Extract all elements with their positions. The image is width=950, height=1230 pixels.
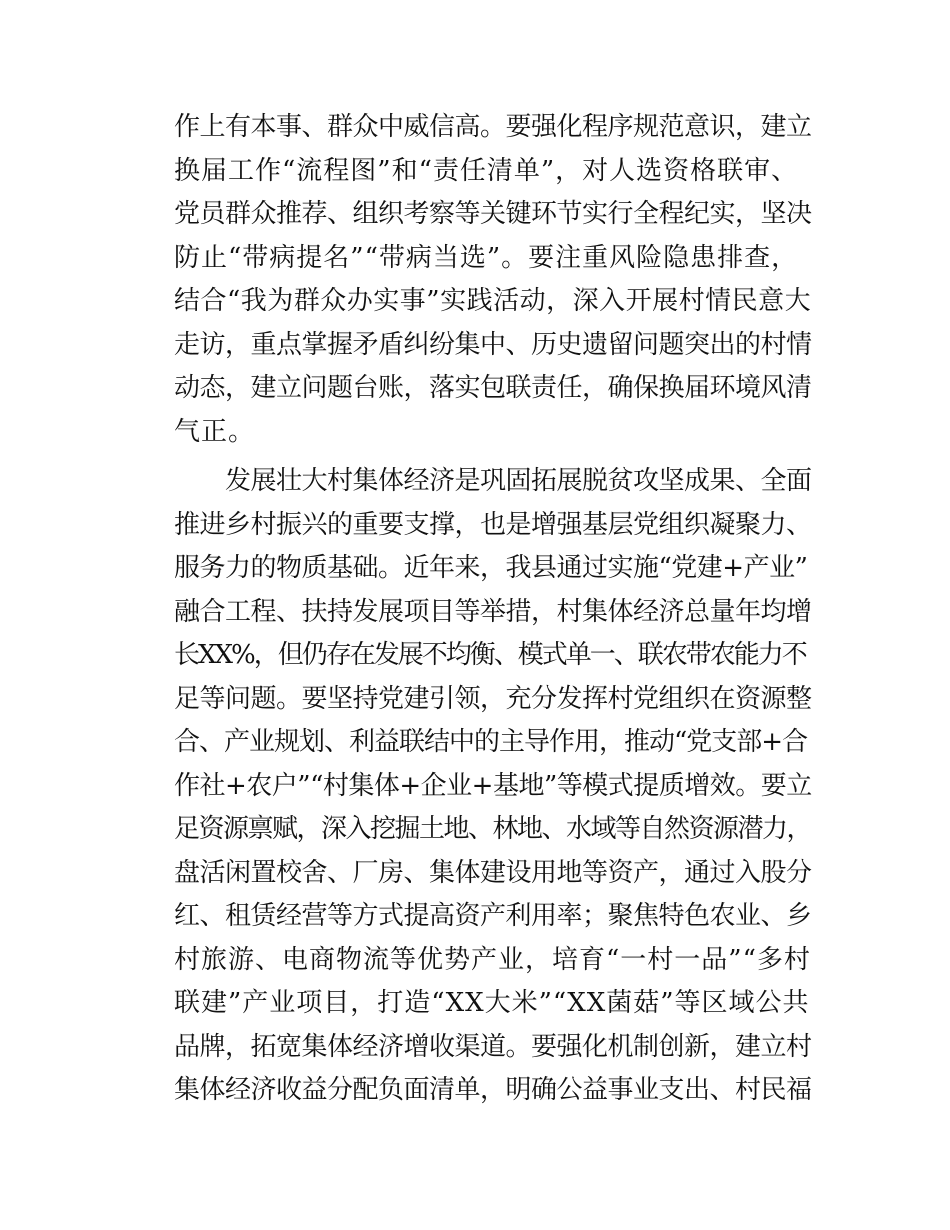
paragraph-line: 品牌，拓宽集体经济增收渠道。要强化机制创新，建立村 xyxy=(174,1031,812,1062)
paragraph-line: 作上有本事、群众中威信高。要强化程序规范意识，建立 xyxy=(174,112,812,142)
paragraph-2 xyxy=(174,460,814,1113)
paragraph-line: 盘活闲置校舍、厂房、集体建设用地等资产，通过入股分 xyxy=(174,857,812,888)
paragraph-line: 长XX%，但仍存在发展不均衡、模式单一、联农带农能力不 xyxy=(174,640,806,670)
paragraph-line: 防止“带病提名”“带病当选”。要注重风险隐患排查， xyxy=(174,242,799,273)
paragraph-line: 党员群众推荐、组织考察等关键环节实行全程纪实，坚决 xyxy=(174,199,812,229)
paragraph-1 xyxy=(174,106,814,454)
paragraph-line: 气正。 xyxy=(174,416,256,447)
paragraph-line: 动态，建立问题台账，落实包联责任，确保换届环境风清 xyxy=(174,373,812,403)
paragraph-line: 红、租赁经营等方式提高资产利用率；聚焦特色农业、乡 xyxy=(174,901,812,931)
paragraph-line: 足资源禀赋，深入挖掘土地、林地、水域等自然资源潜力， xyxy=(174,814,812,844)
paragraph-line: 推进乡村振兴的重要支撑，也是增强基层党组织凝聚力、 xyxy=(174,509,812,540)
paragraph-line: 融合工程、扶持发展项目等举措，村集体经济总量年均增 xyxy=(174,596,812,627)
paragraph-line: 联建”产业项目，打造“XX大米”“XX菌菇”等区域公共 xyxy=(174,988,810,1018)
paragraph-line: 合、产业规划、利益联结中的主导作用，推动“党支部+合 xyxy=(174,727,808,757)
paragraph-line: 集体经济收益分配负面清单，明确公益事业支出、村民福 xyxy=(174,1075,812,1105)
paragraph-line: 换届工作“流程图”和“责任清单”，对人选资格联审、 xyxy=(174,155,799,186)
paragraph-line: 足等问题。要坚持党建引领，充分发挥村党组织在资源整 xyxy=(174,683,812,714)
paragraph-line: 村旅游、电商物流等优势产业，培育“一村一品”“多村 xyxy=(174,944,811,975)
paragraph-line: 发展壮大村集体经济是巩固拓展脱贫攻坚成果、全面 xyxy=(174,466,812,496)
paragraph-line: 走访，重点掌握矛盾纠纷集中、历史遗留问题突出的村情 xyxy=(174,329,812,360)
paragraph-line: 结合“我为群众办实事”实践活动，深入开展村情民意大 xyxy=(174,286,812,316)
paragraph-line: 服务力的物质基础。近年来，我县通过实施“党建+产业” xyxy=(174,553,808,583)
paragraph-line: 作社+农户”“村集体+企业+基地”等模式提质增效。要立 xyxy=(174,770,812,801)
